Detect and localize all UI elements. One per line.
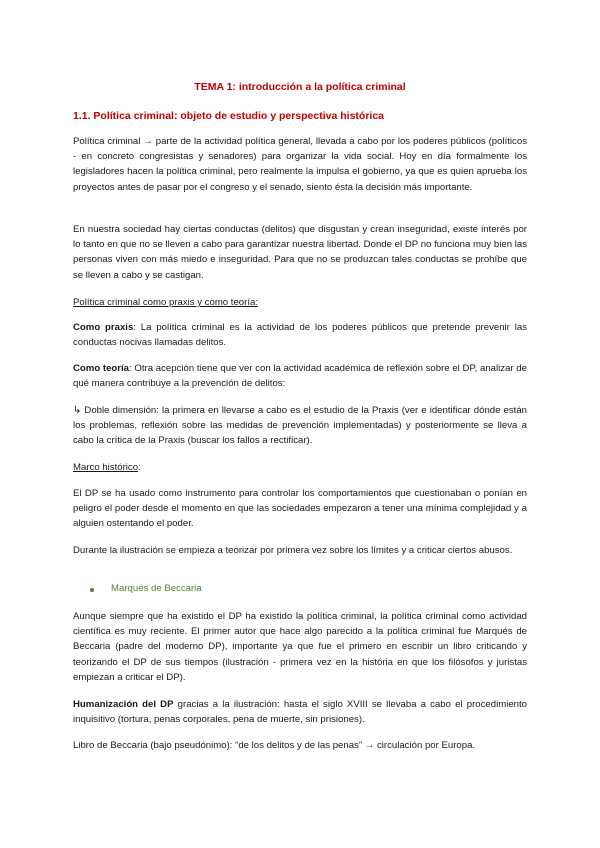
subheading-praxis-teoria-text: Política criminal como praxis y como teoría: — [73, 297, 259, 308]
humanizacion-text: gracias a la ilustración: hasta el siglo XVIII se llevaba a cabo el procedimiento inquisitivo (tortura, penas corporales, pena de muerte, sin prisiones). — [73, 699, 527, 726]
teoria-label: Como teoría — [73, 363, 130, 374]
paragraph-doble-dimension — [73, 403, 527, 449]
teoria-text: : Otra acepción tiene que ver con la actividad académica de reflexión sobre el DP, analizar de qué manera contribuye a la prevención de delitos: — [73, 363, 527, 390]
paragraph-como-praxis — [73, 320, 527, 350]
subheading-marco-historico — [73, 460, 527, 475]
paragraph-beccaria: Aunque siempre que ha existido el DP ha existido la política criminal, la política criminal como actividad científica es muy reciente. El primer autor que hace algo parecido a la política criminal fue Marqués de Beccaria (padre del moderno DP), importante ya que fue el primero en escribir un libro criticando y teorizando el DP de sus tiempos (ilustración - primera vez en la história en que los filósofos y juristas empiezan a criticar el DP). — [73, 611, 527, 683]
bullet-item-beccaria — [73, 583, 527, 598]
subheading-praxis-teoria — [73, 295, 527, 310]
section-heading: 1.1. Política criminal: objeto de estudio y perspectiva histórica — [73, 110, 385, 122]
bullet-dot-icon — [90, 588, 94, 592]
paragraph-sociedad: En nuestra sociedad hay ciertas conductas (delitos) que disgustan y crean inseguridad, existe interés por lo tanto en que no se lleven a cabo para garantizar nuestra libertad. Donde el DP no funciona muy bien las personas viven con más miedo e inseguridad. Para que no se produzcan tales conductas se prohíbe que se lleven a cabo y se castigan. — [73, 224, 527, 281]
humanizacion-label: Humanización del DP — [73, 699, 174, 710]
document-title: TEMA 1: introducción a la política criminal — [194, 81, 406, 93]
paragraph-libro-beccaria: Libro de Beccaria (bajo pseudónimo): “de los delitos y de las penas” → circulación por Europa. — [73, 740, 476, 751]
bullet-text: Marqués de Beccaria — [111, 583, 202, 594]
corner-arrow-icon: ↳ — [73, 405, 82, 416]
praxis-text: : La política criminal es la actividad de los poderes públicos que pretende prevenir las conductas nocivas llamadas delitos. — [73, 322, 527, 349]
paragraph-politica-criminal: Política criminal → parte de la actividad política general, llevada a cabo por los poderes públicos (políticos - en concreto congresistas y senadores) para organizar la vida social. Hoy en día formalmente los legisladores hacen la política criminal, pero realmente la impulsa el gobierno, ya que es quien aprueba los proyectos antes de pasar por el congreso y el senado, siento ésta la decisión más importante. — [73, 136, 527, 193]
subheading-marco-historico-text: Marco histórico — [73, 462, 139, 473]
praxis-label: Como praxis — [73, 322, 134, 333]
subheading-marco-historico-colon: : — [138, 462, 141, 473]
paragraph-ilustracion: Durante la ilustración se empieza a teorizar por primera vez sobre los límites y a criticar ciertos abusos. — [73, 545, 513, 556]
paragraph-humanizacion — [73, 697, 527, 727]
paragraph-dp-instrumento: El DP se ha usado como instrumento para controlar los comportamientos que cuestionaban o ponían en peligro el poder desde el momento en que las sociedades empezaron a tener una mínima complejidad y a alguien ostentando el poder. — [73, 488, 527, 530]
paragraph-como-teoria — [73, 361, 527, 391]
doble-dimension-text: Doble dimensión: la primera en llevarse a cabo es el estudio de la Praxis (ver e identificar dónde están los problemas, reflexión sobre las medidas de prevención implementadas) y posteriormente se lleva a cabo la crítica de la Praxis (buscar los fallos a rectificar). — [73, 405, 527, 447]
